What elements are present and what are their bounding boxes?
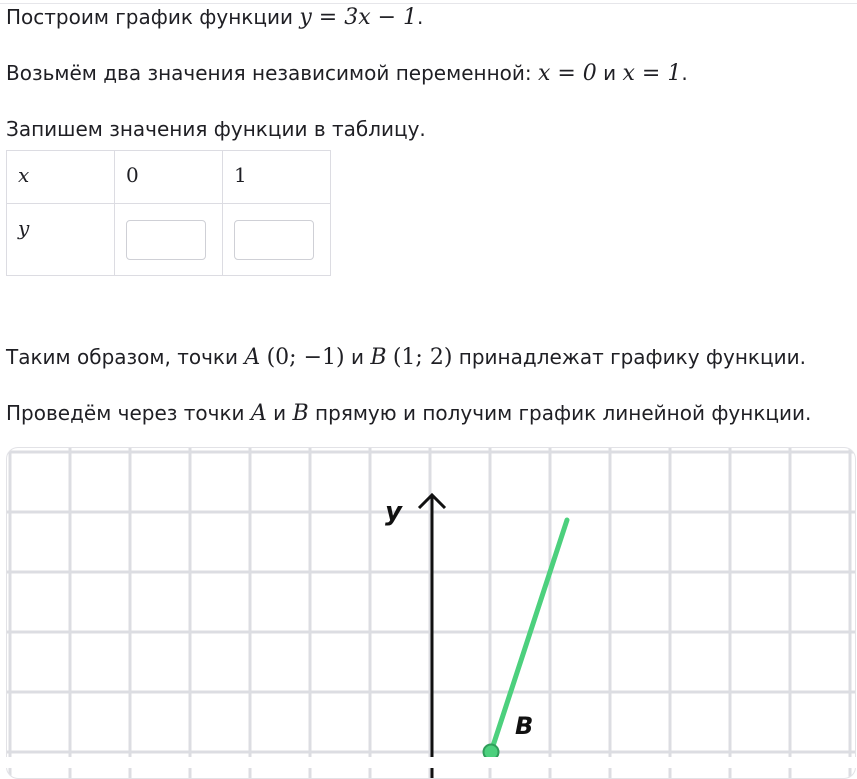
line-point-b: B bbox=[292, 401, 309, 426]
point-b-coords: (1; 2) bbox=[392, 345, 453, 370]
values-paragraph bbox=[6, 60, 688, 87]
graph-panel bbox=[6, 447, 856, 779]
point-b-label: B bbox=[515, 712, 534, 740]
point-a-name: A bbox=[244, 345, 261, 370]
x-cell-0: 0 bbox=[115, 151, 223, 204]
intro-period: . bbox=[417, 5, 424, 29]
table-row-y bbox=[7, 204, 331, 276]
point-a-coords: (0; −1) bbox=[266, 345, 345, 370]
line-paragraph bbox=[6, 400, 811, 427]
line-conjunction: и bbox=[266, 401, 293, 425]
y-cell-1 bbox=[223, 204, 331, 276]
points-text: Таким образом, точки bbox=[6, 345, 245, 369]
intro-paragraph bbox=[6, 4, 423, 31]
values-table bbox=[6, 150, 331, 276]
line-text: Проведём через точки bbox=[6, 401, 251, 425]
x-value-0: x = 0 bbox=[537, 61, 597, 86]
points-paragraph bbox=[6, 344, 806, 371]
intro-text: Построим график функции bbox=[6, 5, 300, 29]
line-ending: прямую и получим график линейной функции. bbox=[308, 401, 812, 425]
point-b-name: B bbox=[370, 345, 387, 370]
values-conjunction: и bbox=[596, 61, 623, 85]
bottom-edge bbox=[0, 757, 857, 768]
y-input-0[interactable] bbox=[126, 220, 206, 260]
x-header-cell: x bbox=[7, 151, 115, 204]
graph-canvas bbox=[7, 448, 855, 778]
x-value-1: x = 1 bbox=[622, 61, 682, 86]
line-point-a: A bbox=[250, 401, 267, 426]
x-cell-1: 1 bbox=[223, 151, 331, 204]
table-intro-paragraph bbox=[6, 116, 426, 142]
y-header-cell: y bbox=[7, 204, 115, 276]
y-cell-0 bbox=[115, 204, 223, 276]
points-ending: принадлежат графику функции. bbox=[452, 345, 806, 369]
y-input-1[interactable] bbox=[234, 220, 314, 260]
table-row-x bbox=[7, 151, 331, 204]
table-intro-text: Запишем значения функции в таблицу. bbox=[6, 117, 426, 141]
values-text: Возьмём два значения независимой переменной: bbox=[6, 61, 538, 85]
function-formula: y = 3x − 1 bbox=[299, 5, 418, 30]
points-conjunction: и bbox=[344, 345, 371, 369]
y-axis-label: y bbox=[385, 497, 402, 527]
values-period: . bbox=[681, 61, 688, 85]
